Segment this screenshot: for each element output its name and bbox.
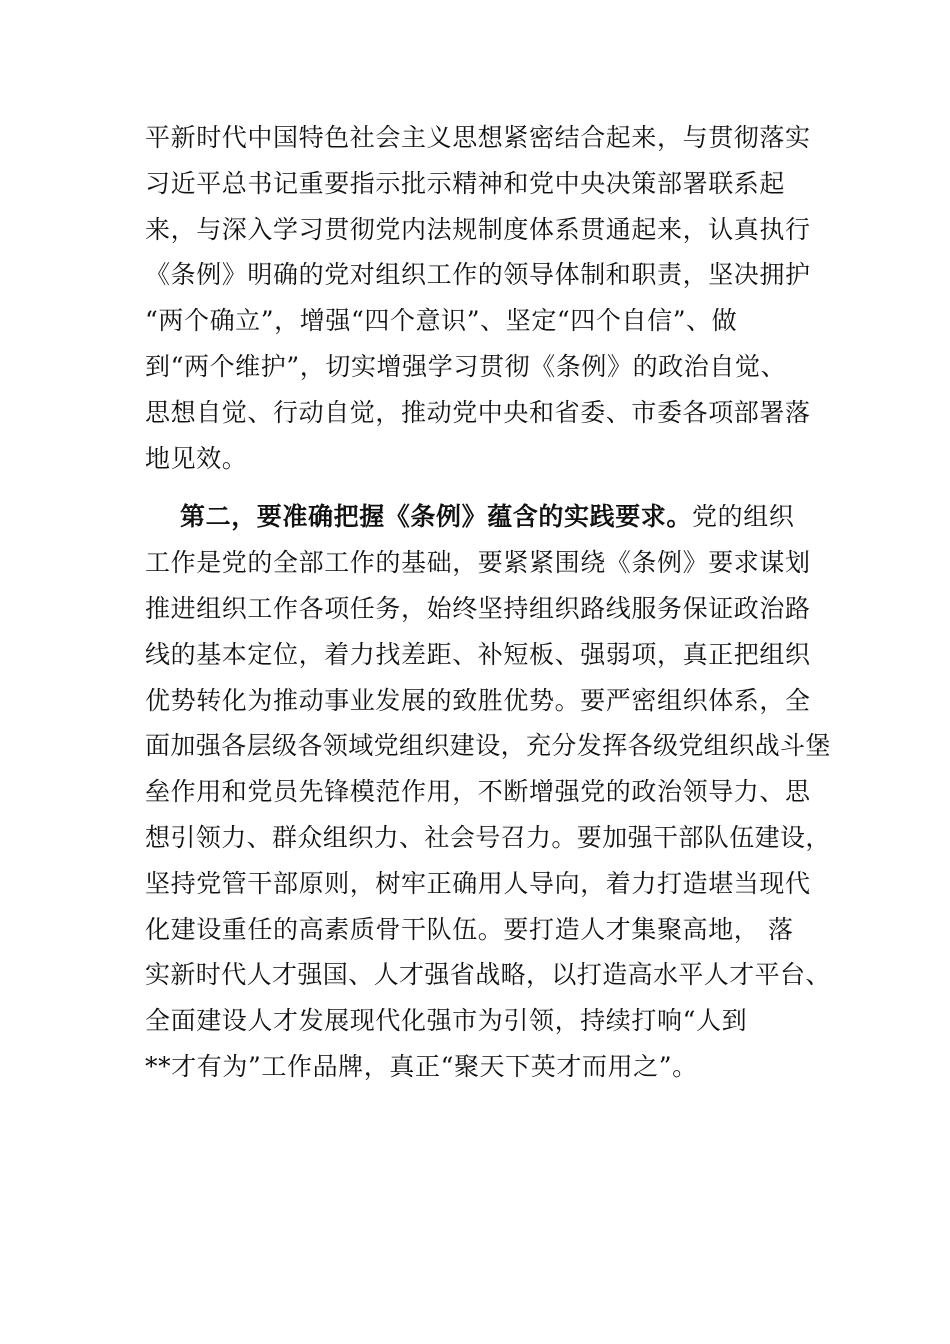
paragraph-line: 来，与深入学习贯彻党内法规制度体系贯通起来，认真执行 — [145, 214, 811, 244]
paragraph-spacer — [145, 481, 835, 494]
paragraph-line: 优势转化为推动事业发展的致胜优势。要严密组织体系，全 — [145, 685, 811, 715]
paragraph-line: 全面建设人才发展现代化强市为引领，持续打响“人到 — [145, 1006, 748, 1036]
paragraph-line: 想引领力、群众组织力、社会号召力。要加强干部队伍建设， — [145, 822, 831, 852]
paragraph-line: 面加强各层级各领域党组织建设，充分发挥各级党组织战斗堡 — [145, 731, 831, 761]
document-body — [145, 115, 835, 1090]
paragraph-line: 到“两个维护”，切实增强学习贯彻《条例》的政治自觉、 — [145, 351, 787, 381]
paragraph-line: 垒作用和党员先锋模范作用，不断增强党的政治领导力、思 — [145, 777, 811, 807]
paragraph-1 — [145, 115, 835, 481]
paragraph-2 — [145, 494, 835, 1089]
paragraph-line: 实新时代人才强国、人才强省战略，以打造高水平人才平台、 — [145, 960, 831, 990]
paragraph-line: 《条例》明确的党对组织工作的领导体制和职责，坚决拥护 — [145, 260, 811, 290]
paragraph-line: 坚持党管干部原则，树牢正确用人导向，着力打造堪当现代 — [145, 868, 811, 898]
paragraph-first-line — [145, 494, 835, 540]
paragraph-line: 思想自觉、行动自觉，推动党中央和省委、市委各项部署落 — [145, 397, 811, 427]
paragraph-line: 工作是党的全部工作的基础，要紧紧围绕《条例》要求谋划 — [145, 548, 811, 578]
paragraph-line: **才有为”工作品牌，真正“聚天下英才而用之”。 — [145, 1051, 698, 1081]
paragraph-line: 平新时代中国特色社会主义思想紧密结合起来，与贯彻落实 — [145, 123, 811, 152]
section-heading: 第二，要准确把握《条例》蕴含的实践要求。 — [180, 502, 693, 532]
paragraph-line: 推进组织工作各项任务，始终坚持组织路线服务保证政治路 — [145, 593, 811, 623]
paragraph-line: 化建设重任的高素质骨干队伍。要打造人才集聚高地， 落 — [145, 914, 794, 944]
paragraph-line: “两个确立”，增强“四个意识”、坚定“四个自信”、做 — [145, 306, 738, 336]
paragraph-text: 党的组织 — [692, 502, 795, 532]
paragraph-line: 线的基本定位，着力找差距、补短板、强弱项，真正把组织 — [145, 639, 811, 669]
paragraph-line: 地见效。 — [145, 443, 248, 473]
paragraph-line: 习近平总书记重要指示批示精神和党中央决策部署联系起 — [145, 168, 786, 198]
